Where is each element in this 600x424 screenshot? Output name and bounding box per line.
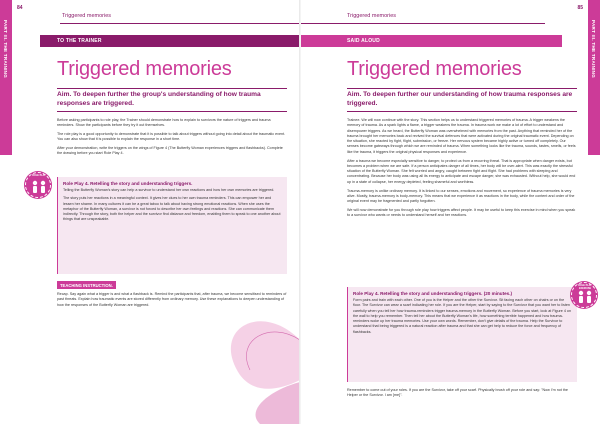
left-role-play-badge — [25, 172, 51, 198]
left-top-rule — [60, 23, 300, 24]
right-role-play-box — [347, 287, 577, 382]
right-paragraph: Trainee. We will now continue with the story. This section helps us to understand triggered memories of trauma. A trigger weakens the memory of trauma. As a spark lights a flame, a trigger weakens the trauma. In trauma work we make a lot of effort to understand and disempower triggers. As we heard, the Butterfly Woman was overwhelmed with memories from the past. Anything that reminded her of the trauma brought her memories back and revived the survival defences that were activated during the original traumatic event. Depending on the situation, she reacted by fight, flight, submission, or freeze. Her nervous system became highly active or turned off completely. Our senses become gateways through which we are reminded of trauma. When something looks like the trauma, sounds, tastes, smells, or feels like the trauma, it triggers the original physical responses and experience. — [347, 118, 576, 154]
right-closing-text: Remember to come out of your roles. If you are the Survivor, take off your scarf. Physically brush off your role and say: "Now I'm not the Helper or the Survivor. I am [me]". — [347, 388, 568, 398]
left-side-tab — [0, 0, 12, 155]
left-paragraph: After your demonstration, write the triggers on the wings of Figure 4 (The Butterfly Woman experiences triggers and flashbacks). Complete the drawing before you start Role Play 4. — [57, 146, 283, 156]
right-body-text — [347, 118, 577, 222]
left-running-head: Triggered memories — [62, 13, 112, 19]
two-people-icon — [26, 173, 52, 199]
left-role-paragraph: The story puts her reactions in a meaningful context. It gives her clues to her own trauma reminders. This can empower her and lessen her shame. In many cultures it can be a great taboo to talk about having strong emotional reactions. When she uses the metaphor of the Butterfly Woman, a survivor is not forced to describe her own feelings and reactions. She can communicate them indirectly. Through the story, both the helper and the survivor find distance and freedom, enabling them to speak to one another about things that are unspeakable. — [63, 196, 281, 222]
left-role-play-box — [57, 177, 287, 274]
left-role-play-badge-label: ROLE PLAY — [32, 174, 46, 177]
right-role-play-badge — [571, 282, 597, 308]
left-paragraph: Before asking participants to role play, the Trainer should demonstrate how to explain to survivors the nature of triggers and trauma reminders. Show the participants before they try it out themselves. — [57, 118, 271, 128]
right-side-tab — [588, 0, 600, 155]
right-banner: SAID ALOUD — [300, 35, 562, 47]
right-role-play-title: Role Play 4. Retelling the story and understanding triggers. (20 minutes.) — [353, 291, 513, 296]
right-running-head: Triggered memories — [347, 13, 397, 19]
left-role-play-body — [63, 188, 282, 223]
spine-gutter — [299, 0, 301, 424]
right-role-paragraph: Form pairs and train with each other. One of you is the Helper and the other the Survivor. Sit facing each other on chairs or on the floor. The Survivor can wear a scarf indicating her role. If you are the Helper, start by saying to the Survivor that you want her to listen carefully when you tell her how trauma-reminders trigger trauma-memory in the Butterfly Woman. Before you start, look at Figure 4 on the wall to help you remember. Then tell her about the Butterfly Woman's life, how something terrible happened and how trauma-reminders woke up her trauma memories. Use your own words. Remember, don't give details of the trauma. Help the Survivor to understand that being triggered is a natural reaction after trauma and that she can get help to reduce the force and frequency of flashbacks. — [353, 298, 571, 334]
left-body-text — [57, 118, 287, 160]
left-aim-text: To deepen further the group's understanding of how trauma responses are triggered. — [57, 91, 261, 107]
two-people-icon — [572, 283, 598, 309]
left-paragraph: The role play is a good opportunity to demonstrate that it is possible to talk about triggers without going into detail about the traumatic event. You can also show that it is possible to explain the response in a short time. — [57, 132, 286, 142]
left-aim-block — [57, 88, 287, 112]
butterfly-illustration — [200, 300, 300, 424]
left-banner: TO THE TRAINER — [40, 35, 300, 47]
right-page-title: Triggered memories — [347, 58, 522, 80]
right-page — [300, 0, 600, 424]
right-aim-block — [347, 88, 577, 112]
right-page-number: 85 — [577, 5, 583, 11]
right-top-rule — [300, 23, 545, 24]
left-side-tab-label: PART III. THE TRAINING — [3, 20, 8, 79]
left-page-number: 84 — [17, 5, 23, 11]
right-paragraph: We will now demonstrate for you through role play how triggers affect people. It may be useful to keep this exercise in mind when you speak to a survivor who wants or needs to understand herself and her reactions. — [347, 207, 576, 218]
right-paragraph: After a trauma we become especially sensitive to danger, to protect us from a recurring threat. That is appropriate when danger exists, but becomes a problem when we are safe. If a person anticipates danger of all times, her body will be over-alert. This was exactly the stressful situation of the Butterfly Woman. She felt worried and angry, caught between fight and flight. She had problems with sleeping and concentrating. Because her body was using all its energy to anticipate and escape danger, she was exhausted. Without help, she would end up in a state of collapse, her energy depleted, feeling shameful and worthless. — [347, 158, 576, 184]
left-page-title: Triggered memories — [57, 58, 232, 80]
left-role-paragraph: Telling the Butterfly Woman's story can help a survivor to understand her own reactions and how her own memories are triggered. — [63, 188, 275, 192]
teaching-instruction-tag: TEACHING INSTRUCTION. — [57, 281, 116, 289]
right-role-play-badge-label: ROLE PLAY EXERCISE — [578, 284, 592, 290]
right-side-tab-label: PART III. THE TRAINING — [591, 20, 596, 79]
right-aim-text: To deepen further our understanding of how trauma responses are triggered. — [347, 91, 573, 107]
left-role-play-title: Role Play 4. Retelling the story and understanding triggers. — [63, 181, 193, 186]
right-aim-label: Aim. — [347, 91, 362, 98]
left-aim-label: Aim. — [57, 91, 72, 98]
teaching-instruction-text: Recap. Say again what a trigger is and what a flashback is. Remind the participants that, after trauma, we become sensitised to reminders of past threats. Explain how traumatic events are stored differently from ordinary memory. Use these explanations to deepen understanding of how the responses of the Butterfly Woman are triggered. — [57, 292, 287, 307]
right-paragraph: Trauma-memory is unlike ordinary memory. It is linked to our senses, emotions and movement, so experience of trauma memories is very alive. Mostly, trauma-memory is body-memory. This means that we experience it as reactions in the body, while the content and order of the original event may be fragmented and partly forgotten. — [347, 188, 575, 204]
